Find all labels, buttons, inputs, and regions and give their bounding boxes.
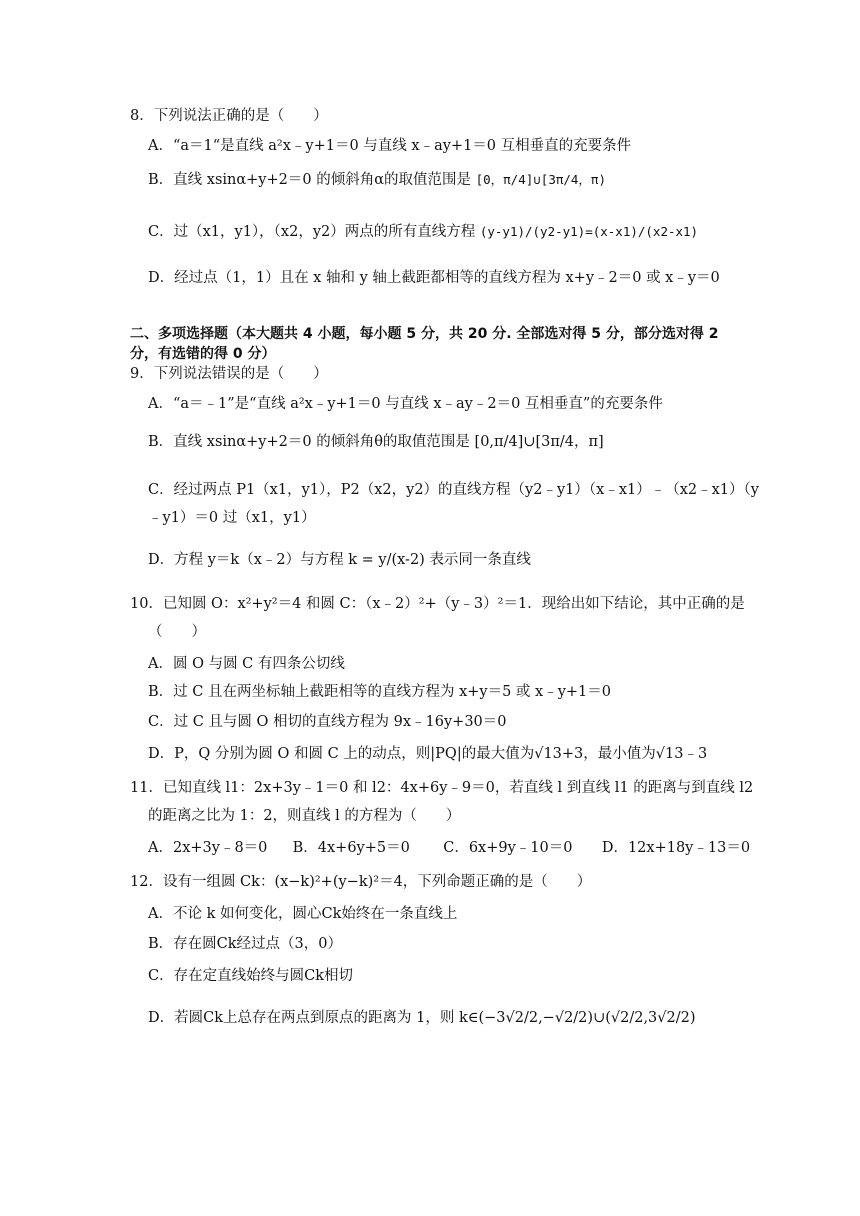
q9-option-d bbox=[148, 550, 531, 570]
q9-option-c-line-2: ﹣y1）＝0 过（x1，y1） bbox=[148, 510, 316, 526]
q11-choices bbox=[148, 838, 750, 858]
q12-option-c: C．存在定直线始终与圆Ck相切 bbox=[148, 968, 353, 984]
q8-option-c-equation: (y-y1)/(y2-y1)=(x-x1)/(x2-x1) bbox=[479, 224, 699, 239]
q10-option-c: C．过 C 且与圆 O 相切的直线方程为 9x﹣16y+30＝0 bbox=[148, 714, 507, 730]
q8-option-b bbox=[148, 170, 606, 190]
q8-stem: 8．下列说法正确的是（ ） bbox=[130, 108, 328, 124]
section-header-line-2: 分，有选错的得 0 分） bbox=[130, 346, 276, 362]
q10-option-d: D．P，Q 分别为圆 O 和圆 C 上的动点，则|PQ|的最大值为√13+3，最小值为√13﹣3 bbox=[148, 746, 708, 762]
q8-option-b-interval: [0，π/4]∪[3π/4，π) bbox=[475, 172, 606, 187]
q8-option-c bbox=[148, 222, 698, 242]
q11-choice-c: C．6x+9y﹣10＝0 bbox=[443, 840, 573, 856]
q10-option-b: B．过 C 且在两坐标轴上截距相等的直线方程为 x+y＝5 或 x﹣y+1＝0 bbox=[148, 684, 612, 700]
q8-option-d: D．经过点（1，1）且在 x 轴和 y 轴上截距都相等的直线方程为 x+y﹣2＝0 或 x﹣y＝0 bbox=[148, 270, 720, 286]
q10-stem-line-2: （ ） bbox=[148, 624, 206, 640]
q9-option-a: A．“a＝﹣1”是“直线 a²x﹣y+1＝0 与直线 x﹣ay﹣2＝0 互相垂直”的充要条件 bbox=[148, 396, 663, 412]
q12-option-a: A．不论 k 如何变化，圆心Ck始终在一条直线上 bbox=[148, 906, 458, 922]
q11-stem-line-2: 的距离之比为 1：2，则直线 l 的方程为（ ） bbox=[148, 808, 461, 824]
q10-option-a: A．圆 O 与圆 C 有四条公切线 bbox=[148, 656, 345, 672]
q10-stem-line-1: 10．已知圆 O：x²+y²＝4 和圆 C：（x﹣2）²+（y﹣3）²＝1．现给出如下结论，其中正确的是 bbox=[130, 596, 745, 612]
q8-option-c-text: C．过（x1，y1），（x2，y2）两点的所有直线方程 bbox=[148, 224, 476, 240]
q9-option-d-text: D．方程 y＝k（x﹣2）与方程 bbox=[148, 552, 344, 568]
q9-option-c-line-1: C．经过两点 P1（x1，y1），P2（x2，y2）的直线方程（y2﹣y1）（x﹣x1）﹣（x2﹣x1）（y bbox=[148, 482, 759, 498]
q12-option-b: B．存在圆Ck经过点（3，0） bbox=[148, 936, 342, 952]
q11-stem-line-1: 11．已知直线 l1：2x+3y﹣1＝0 和 l2：4x+6y﹣9＝0，若直线 l 到直线 l1 的距离与到直线 l2 bbox=[130, 780, 754, 796]
q11-choice-b: B．4x+6y+5＝0 bbox=[292, 840, 410, 856]
q9-stem: 9．下列说法错误的是（ ） bbox=[130, 366, 328, 382]
q9-option-b-interval: [0,π/4]∪[3π/4，π] bbox=[474, 434, 604, 450]
q11-choice-a: A．2x+3y﹣8＝0 bbox=[148, 840, 268, 856]
q12-option-d: D．若圆Ck上总存在两点到原点的距离为 1，则 k∈(−3√2/2,−√2/2)∪(√2/2,3√2/2) bbox=[148, 1010, 696, 1026]
section-header-line-1: 二、多项选择题（本大题共 4 小题，每小题 5 分，共 20 分. 全部选对得 5 分，部分选对得 2 bbox=[130, 326, 719, 342]
q9-option-d-tail: 表示同一条直线 bbox=[429, 552, 531, 568]
q12-stem: 12．设有一组圆 Ck：(x−k)²+(y−k)²＝4，下列命题正确的是（ ） bbox=[130, 874, 592, 890]
q9-option-b bbox=[148, 432, 604, 452]
q9-option-b-text: B．直线 xsinα+y+2＝0 的倾斜角θ的取值范围是 bbox=[148, 434, 470, 450]
q11-choice-d: D．12x+18y﹣13＝0 bbox=[601, 840, 751, 856]
q8-option-a: A．“a＝1“是直线 a²x﹣y+1＝0 与直线 x﹣ay+1＝0 互相垂直的充要条件 bbox=[148, 138, 632, 154]
q9-option-d-equation: k = y/(x-2) bbox=[348, 552, 425, 568]
q8-option-b-text: B．直线 xsinα+y+2＝0 的倾斜角α的取值范围是 bbox=[148, 172, 471, 188]
